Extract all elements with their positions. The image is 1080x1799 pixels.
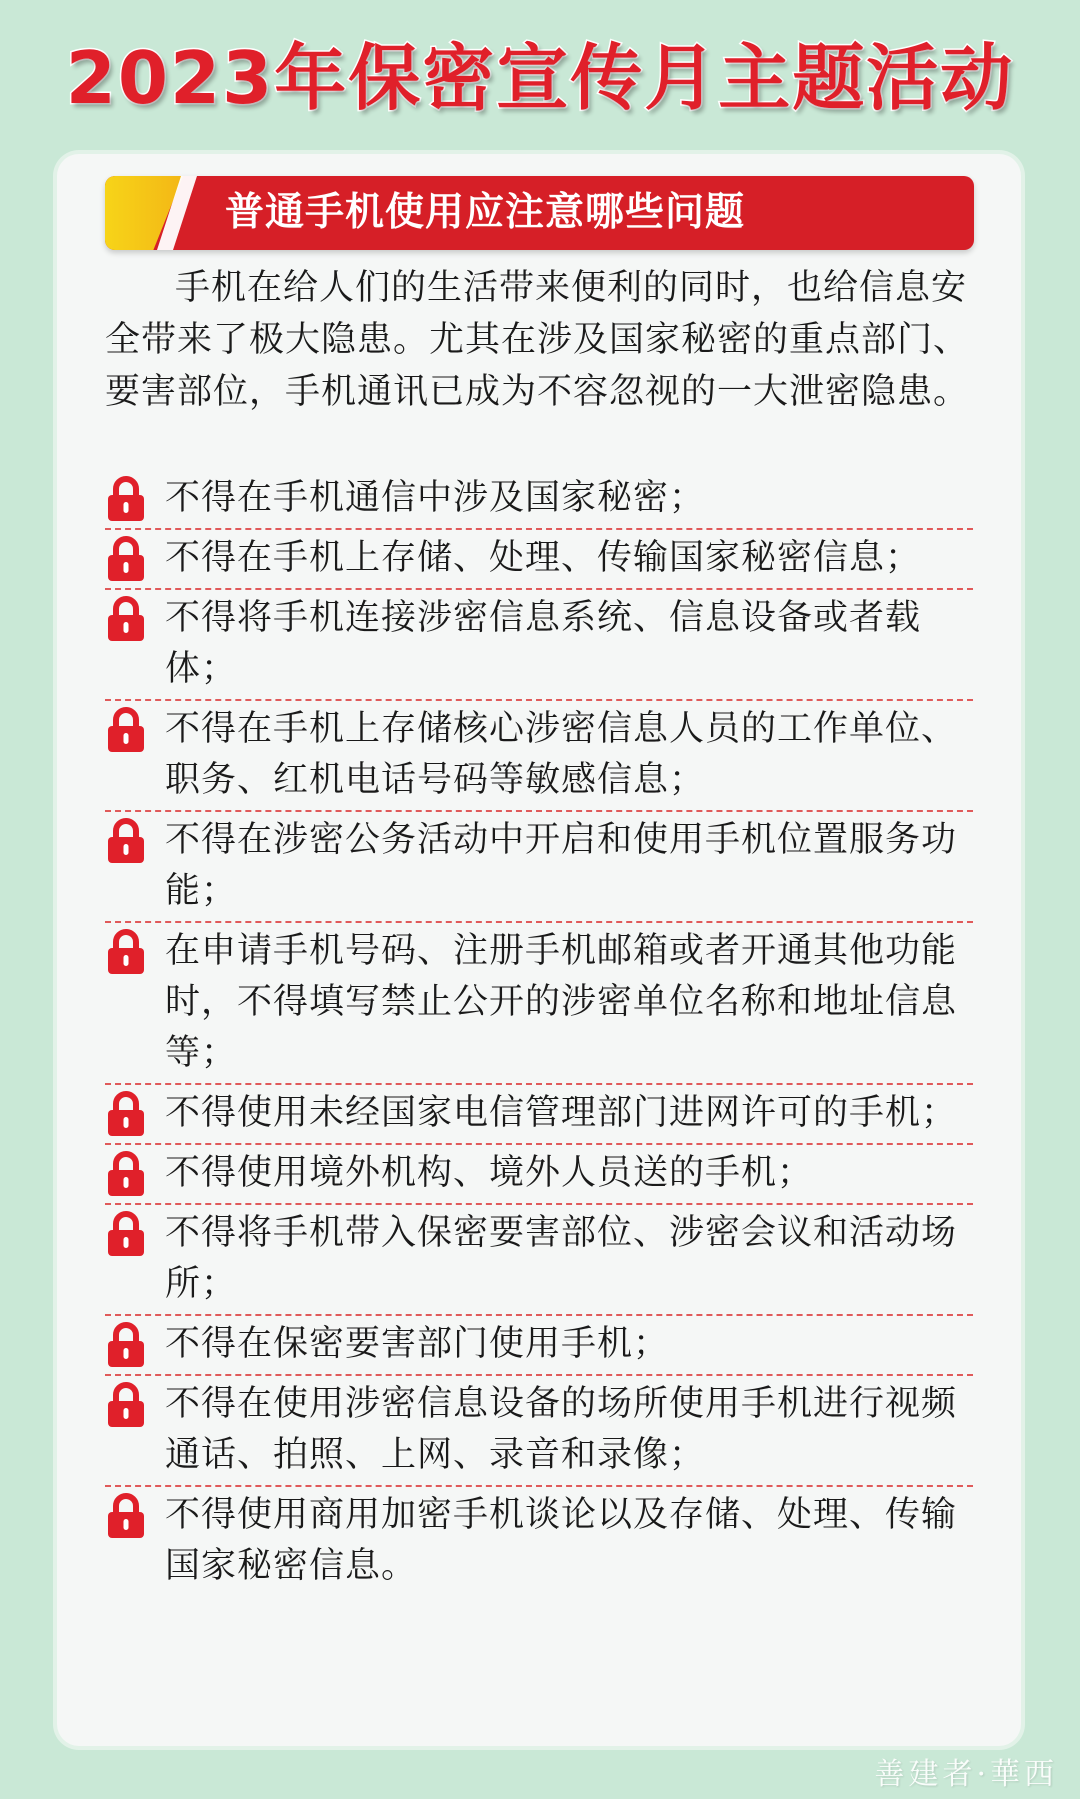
rule-item xyxy=(105,1316,973,1376)
lock-icon xyxy=(107,1151,145,1197)
rule-text: 不得在使用涉密信息设备的场所使用手机进行视频通话、拍照、上网、录音和录像； xyxy=(165,1384,958,1475)
lock-icon xyxy=(107,1091,145,1137)
rule-text: 不得在手机通信中涉及国家秘密； xyxy=(165,478,706,518)
rules-list xyxy=(105,470,973,1596)
lock-icon xyxy=(107,596,145,642)
watermark: 善建者·華西 xyxy=(874,1757,1058,1792)
rule-text: 不得在保密要害部门使用手机； xyxy=(165,1324,670,1364)
lock-icon xyxy=(107,536,145,582)
rule-text: 不得在手机上存储核心涉密信息人员的工作单位、职务、红机电话号码等敏感信息； xyxy=(165,709,958,800)
rule-item xyxy=(105,701,973,812)
lock-icon xyxy=(107,1322,145,1368)
lock-icon xyxy=(107,1211,145,1257)
lock-icon xyxy=(107,707,145,753)
rule-item xyxy=(105,812,973,923)
section-header xyxy=(105,176,974,250)
rule-text: 在申请手机号码、注册手机邮箱或者开通其他功能时，不得填写禁止公开的涉密单位名称和地址信息等； xyxy=(165,931,958,1073)
rule-text: 不得使用未经国家电信管理部门进网许可的手机； xyxy=(165,1093,958,1133)
rule-text: 不得在手机上存储、处理、传输国家秘密信息； xyxy=(165,538,922,578)
lock-icon xyxy=(107,1382,145,1428)
rule-item xyxy=(105,590,973,701)
rule-item xyxy=(105,470,973,530)
intro-paragraph: 手机在给人们的生活带来便利的同时，也给信息安全带来了极大隐患。尤其在涉及国家秘密的重点部门、要害部位，手机通讯已成为不容忽视的一大泄密隐患。 xyxy=(105,268,970,412)
lock-icon xyxy=(107,818,145,864)
rule-item xyxy=(105,1145,973,1205)
section-header-text: 普通手机使用应注意哪些问题 xyxy=(225,190,746,235)
rule-text: 不得将手机连接涉密信息系统、信息设备或者载体； xyxy=(165,598,922,689)
rule-text: 不得使用境外机构、境外人员送的手机； xyxy=(165,1153,814,1193)
lock-icon xyxy=(107,929,145,975)
rule-text: 不得在涉密公务活动中开启和使用手机位置服务功能； xyxy=(165,820,958,911)
rule-item xyxy=(105,923,973,1085)
rule-item xyxy=(105,1487,973,1596)
page-title: 2023年保密宣传月主题活动 xyxy=(65,36,1015,120)
rule-item xyxy=(105,530,973,590)
lock-icon xyxy=(107,476,145,522)
rule-item xyxy=(105,1085,973,1145)
content-card xyxy=(57,154,1021,1746)
rule-item xyxy=(105,1205,973,1316)
rule-text: 不得使用商用加密手机谈论以及存储、处理、传输国家秘密信息。 xyxy=(165,1495,958,1586)
rule-item xyxy=(105,1376,973,1487)
rule-text: 不得将手机带入保密要害部位、涉密会议和活动场所； xyxy=(165,1213,958,1304)
lock-icon xyxy=(107,1493,145,1539)
